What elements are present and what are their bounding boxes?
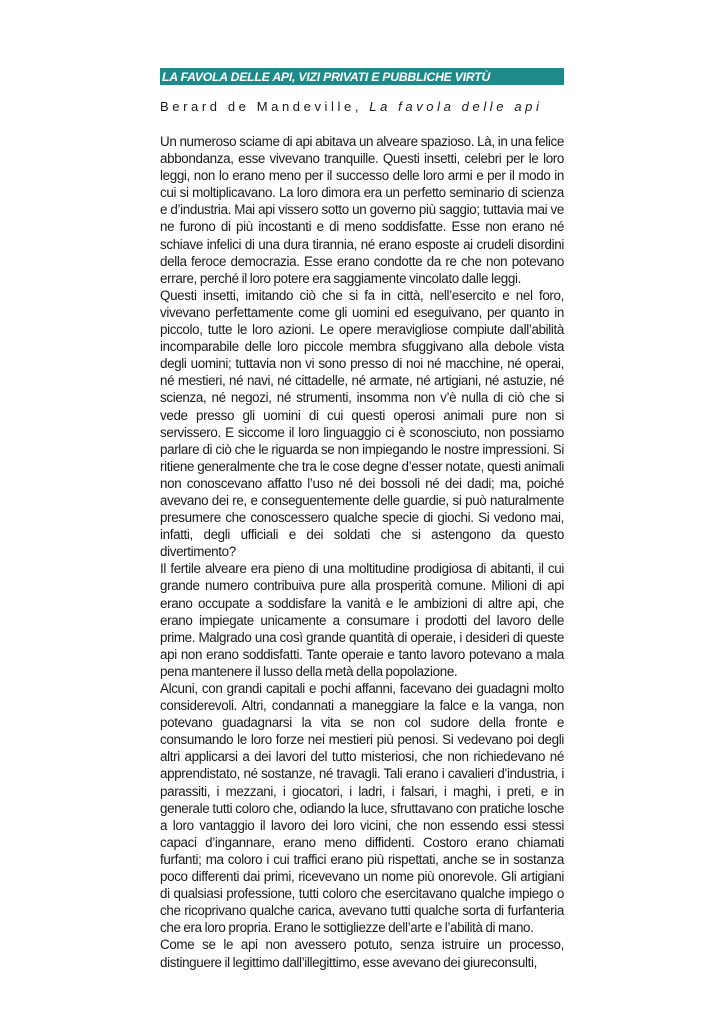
document-page xyxy=(160,68,564,971)
paragraph: Questi insetti, imitando ciò che si fa in città, nell’esercito e nel foro, vivevano perfettamente come gli uomini ed eseguivano, per quanto in piccolo, tutte le loro azioni. Le opere meravigliose compiute dall’abilità incomparabile delle loro piccole membra sfuggivano alla debole vista degli uomini; tuttavia non vi sono presso di noi né macchine, né operai, né mestieri, né navi, né cittadelle, né armate, né artigiani, né astuzie, né scienza, né negozi, né strumenti, insomma non v’è nulla di ciò che si vede presso gli uomini di cui questi operosi animali pure non si servissero. E siccome il loro linguaggio ci è sconosciuto, non possiamo parlare di ciò che le riguarda se non impiegando le nostre impressioni. Si ritiene generalmente che tra le cose degne d’esser notate, questi animali non conoscevano affatto l’uso né dei bossoli né dei dadi; ma, poiché avevano dei re, e conseguentemente delle guardie, si può naturalmente presumere che conoscessero qualche specie di giochi. Si vedono mai, infatti, degli ufficiali e dei soldati che si astengono da questo divertimento? xyxy=(160,287,564,560)
paragraph: Il fertile alveare era pieno di una moltitudine prodigiosa di abitanti, il cui grande numero contribuiva pure alla prosperità comune. Milioni di api erano occupate a soddisfare la vanità e le ambizioni di altre api, che erano impiegate unicamente a consumare i prodotti del lavoro delle prime. Malgrado una così grande quantità di operaie, i desideri di queste api non erano soddisfatti. Tante operaie e tanto lavoro potevano a mala pena mantenere il lusso della metà della popolazione. xyxy=(160,561,564,679)
document-title: LA FAVOLA DELLE API, VIZI PRIVATI E PUBBLICHE VIRTÙ xyxy=(162,70,491,84)
author-name: Berard de Mandeville, xyxy=(160,99,363,114)
work-title: La favola delle api xyxy=(369,99,543,114)
paragraph: Un numeroso sciame di api abitava un alveare spazioso. Là, in una felice abbondanza, esse vivevano tranquille. Questi insetti, celebri per le loro leggi, non lo erano meno per il successo delle loro armi e per il modo in cui si moltiplicavano. La loro dimora era un perfetto seminario di scienza e d’industria. Mai api vissero sotto un governo più saggio; tuttavia mai ve ne furono di più incostanti e di meno soddisfatte. Esse non erano né schiave infelici di una dura tirannia, né erano esposte ai crudeli disordini della feroce democrazia. Esse erano condotte da re che non potevano errare, perché il loro potere era saggiamente vincolato dalle leggi. xyxy=(160,134,564,286)
paragraph: Alcuni, con grandi capitali e pochi affanni, facevano dei guadagni molto considerevoli. Altri, condannati a maneggiare la falce e la vanga, non potevano guadagnarsi la vita se non col sudore della fronte e consumando le loro forze nei mestieri più penosi. Si vedevano poi degli altri applicarsi a dei lavori del tutto misteriosi, che non richiedevano né apprendistato, né sostanze, né travagli. Tali erano i cavalieri d’industria, i parassiti, i mezzani, i giocatori, i ladri, i falsari, i maghi, i preti, e in generale tutti coloro che, odiando la luce, sfruttavano con pratiche losche a loro vantaggio il lavoro dei loro vicini, che non essendo essi stessi capaci d’ingannare, erano meno diffidenti. Costoro erano chiamati furfanti; ma coloro i cui traffici erano più rispettati, anche se in sostanza poco differenti dai primi, ricevevano un nome più onorevole. Gli artigiani di qualsiasi professione, tutti coloro che esercitavano qualche impiego o che ricoprivano qualche carica, avevano tutti qualche sorta di furfanteria che era loro propria. Erano le sottigliezze dell’arte e l’abilità di mano. xyxy=(160,681,564,936)
author-line xyxy=(160,99,564,114)
paragraph: Come se le api non avessero potuto, senza istruire un processo, distinguere il legittimo dall’illegittimo, esse avevano dei giureconsulti, xyxy=(160,937,564,970)
title-bar xyxy=(160,68,564,85)
body-text xyxy=(160,133,564,971)
